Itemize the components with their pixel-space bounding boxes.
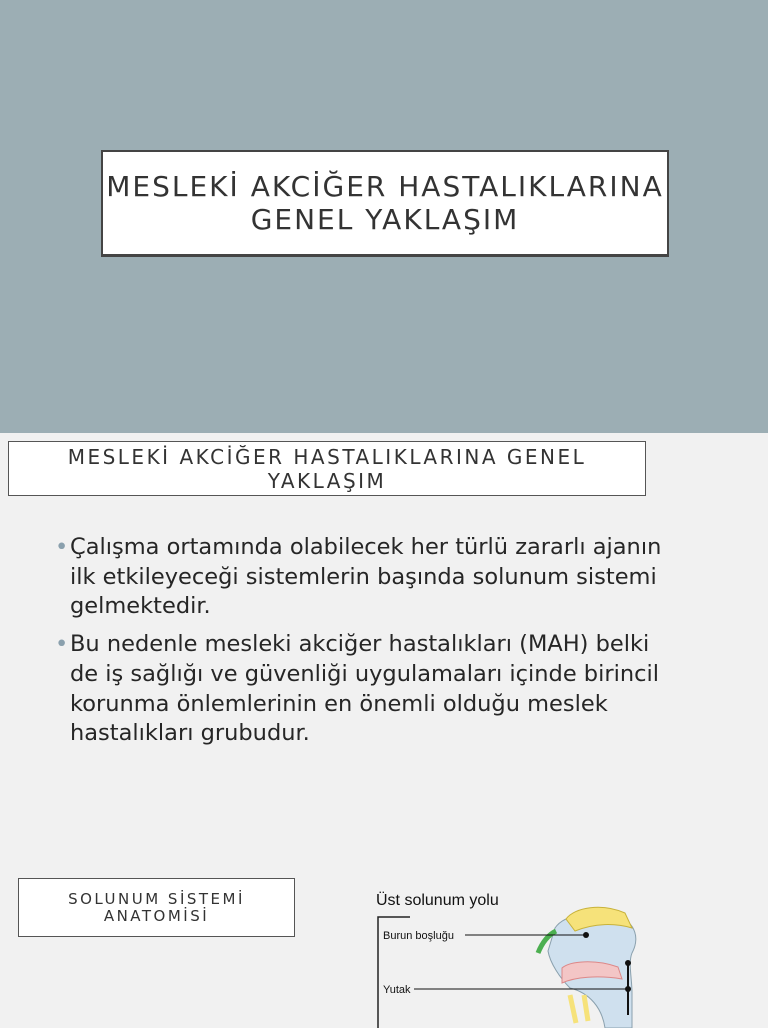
section-heading-box bbox=[18, 878, 295, 937]
content-slide bbox=[0, 433, 768, 843]
section-heading: SOLUNUM SİSTEMİ ANATOMİSİ bbox=[68, 889, 245, 925]
bullet-item bbox=[55, 630, 665, 749]
label-nasal-cavity: Burun boşluğu bbox=[383, 930, 454, 942]
bullet-list bbox=[55, 533, 665, 757]
slide-heading: MESLEKİ AKCİĞER HASTALIKLARINA GENEL YAKLAŞIM bbox=[67, 444, 587, 493]
figure-title: Üst solunum yolu bbox=[376, 892, 499, 909]
slide-title: MESLEKİ AKCİĞER HASTALIKLARINA GENEL YAKLAŞIM bbox=[106, 170, 664, 236]
anatomy-slide bbox=[0, 843, 768, 1024]
upper-airway-figure bbox=[370, 883, 670, 1028]
title-slide bbox=[0, 0, 768, 433]
bullet-dot-icon: • bbox=[55, 631, 69, 658]
title-box bbox=[101, 150, 669, 257]
teeth bbox=[570, 995, 588, 1023]
bullet-item bbox=[55, 533, 665, 622]
heading-box bbox=[8, 441, 646, 496]
bullet-dot-icon: • bbox=[55, 534, 69, 560]
label-pharynx: Yutak bbox=[383, 984, 411, 996]
bullet-text: Çalışma ortamında olabilecek her türlü zararlı ajanın ilk etkileyeceği sistemlerin başında solunum sistemi gelmektedir. bbox=[70, 534, 662, 620]
bullet-text: Bu nedenle mesleki akciğer hastalıkları (MAH) belki de iş sağlığı ve güvenliği uygulamaları içinde birincil korunma önlemlerinin en önemli olduğu meslek hastalıkları grubudur. bbox=[70, 631, 659, 747]
